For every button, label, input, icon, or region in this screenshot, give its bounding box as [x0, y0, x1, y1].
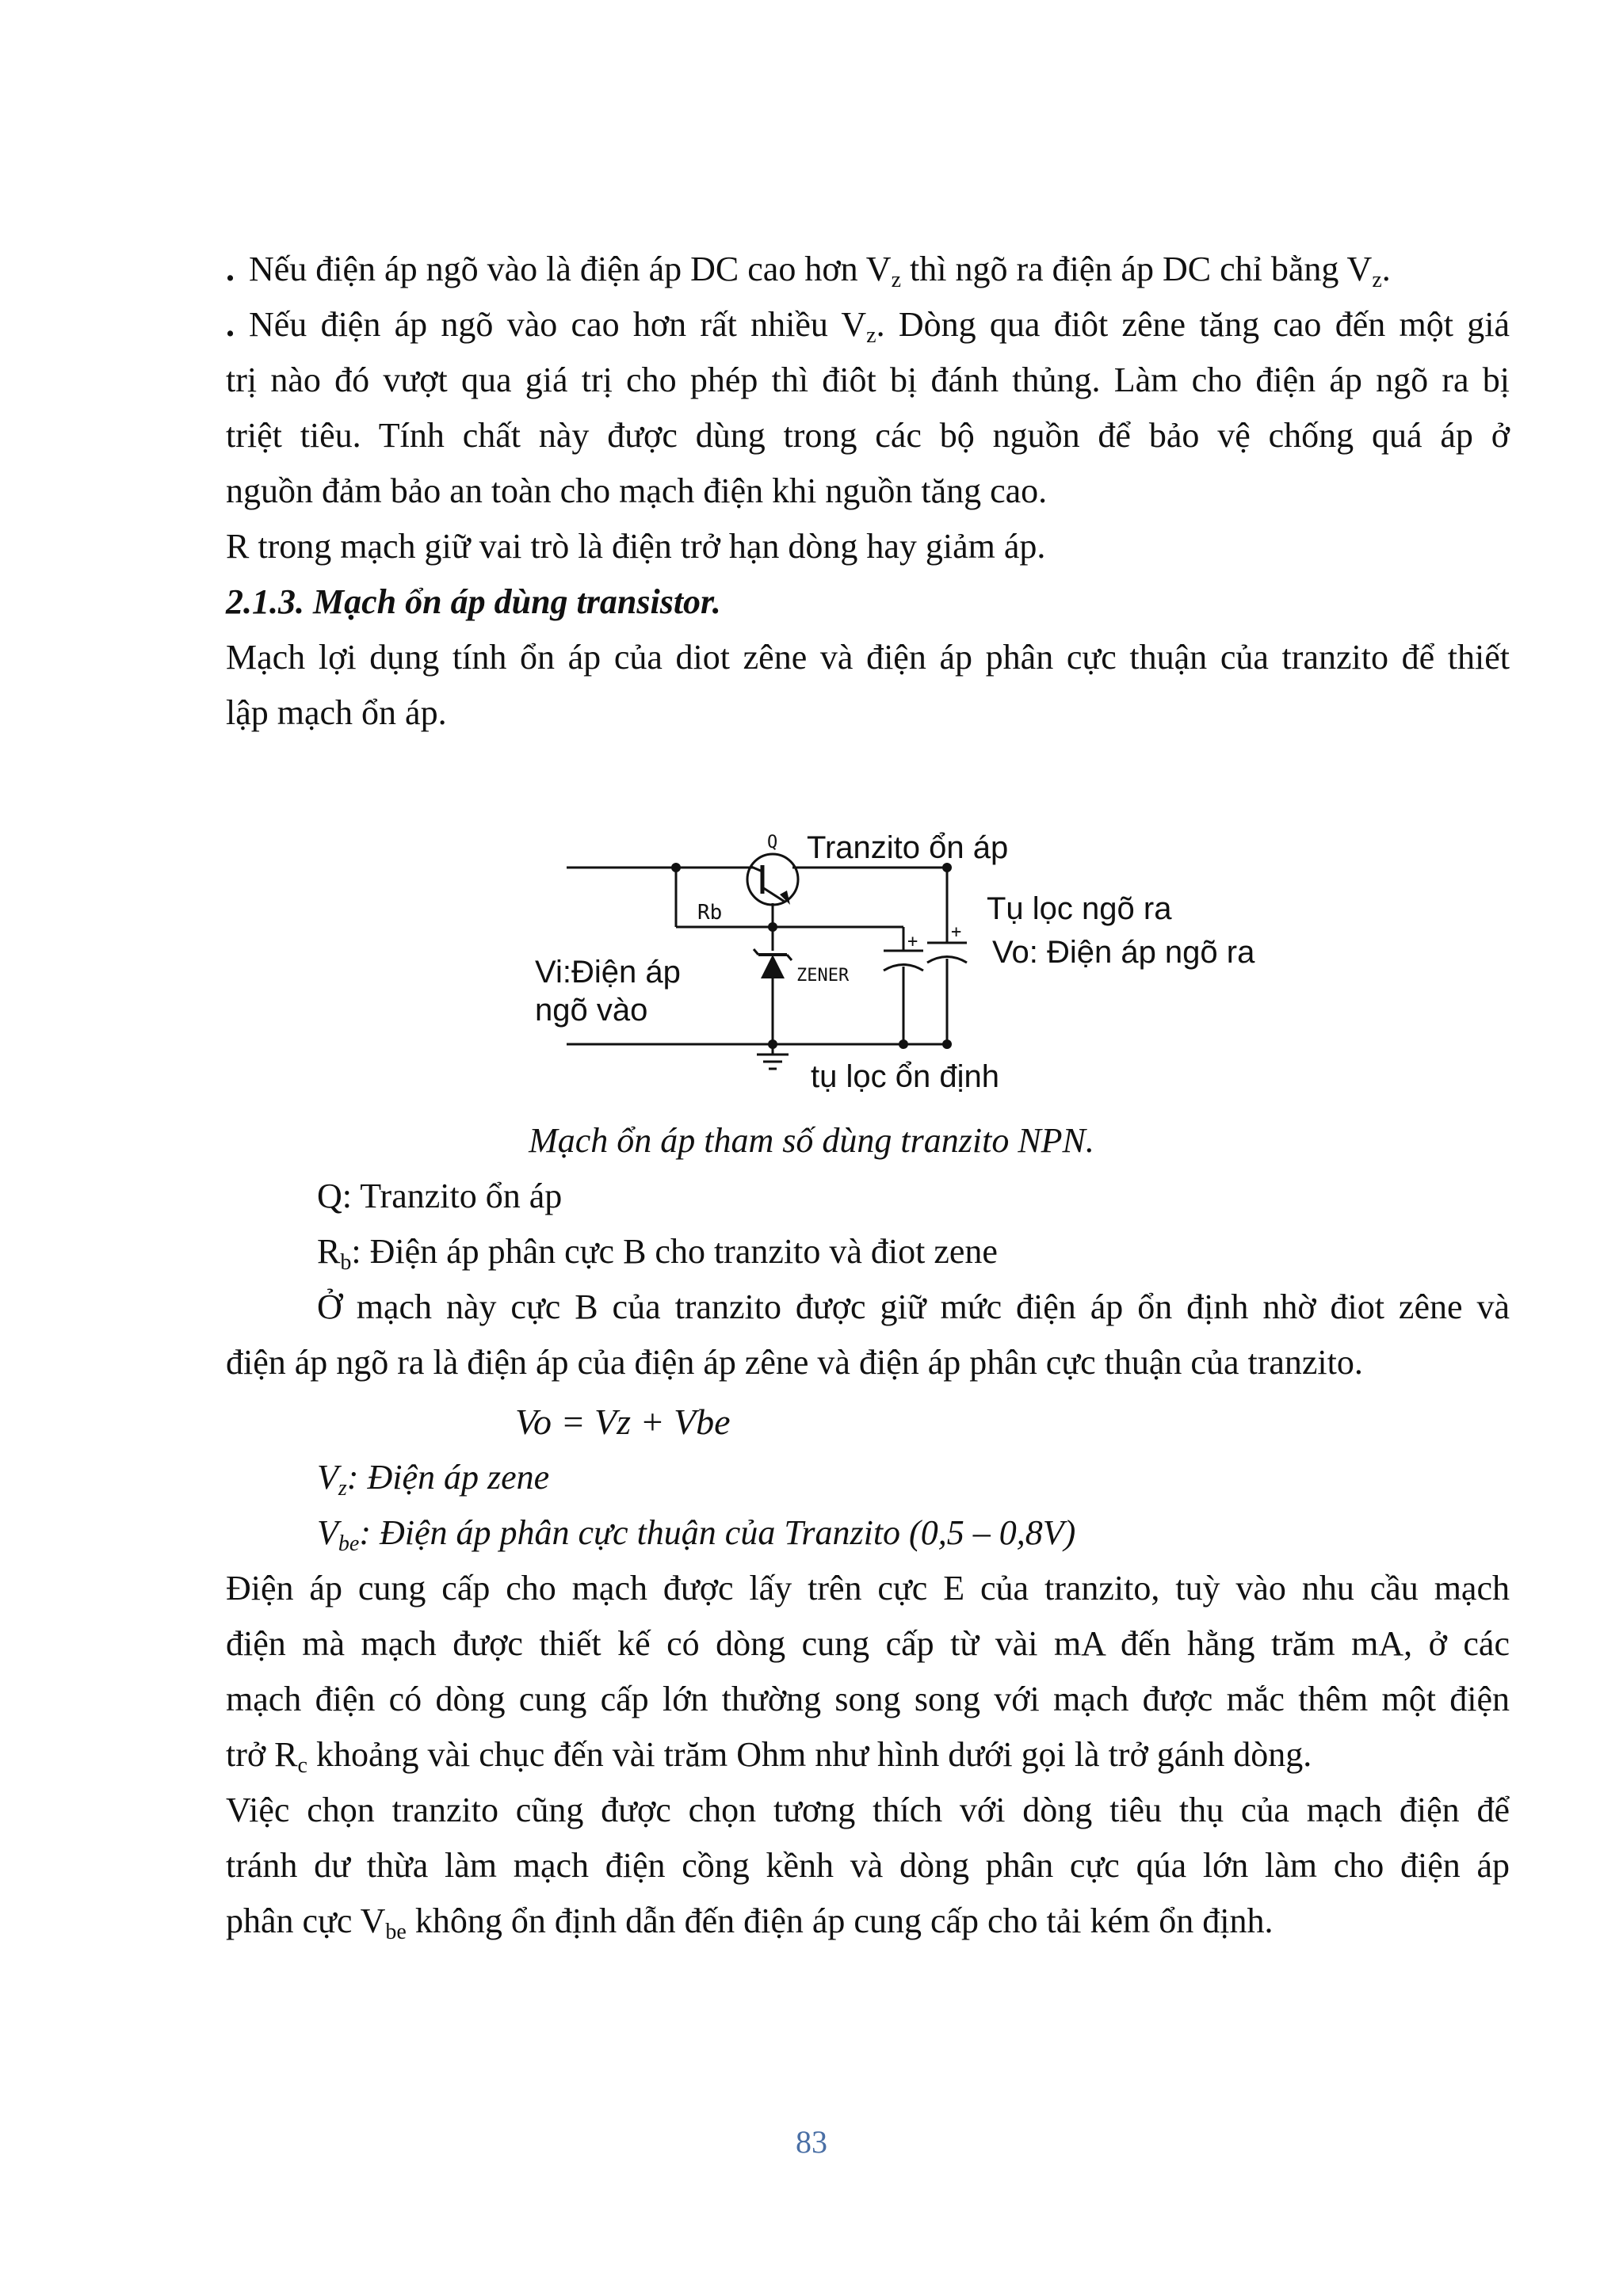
bullet-paragraph-1: . Nếu điện áp ngõ vào là điện áp DC cao hơn $V_z$ thì ngõ ra điện áp DC chỉ bằng $V_z$.	[226, 250, 1391, 292]
paragraph-line: Điện áp cung cấp cho mạch được lấy trên cực E của tranzito, tuỳ vào nhu cầu mạch	[226, 1569, 1510, 1608]
paragraph-line: trị nào đó vượt qua giá trị cho phép thì điôt bị đánh thủng. Làm cho điện áp ngõ ra bị	[226, 360, 1510, 399]
def-vbe: $V_{be}$: Điện áp phân cực thuận của Tranzito (0,5 – 0,8V)	[317, 1513, 1076, 1556]
transistor-q-letter: Q	[767, 833, 778, 852]
paragraph-line: nguồn đảm bảo an toàn cho mạch điện khi nguồn tăng cao.	[226, 471, 1048, 510]
paragraph-line: phân cực $V_{be}$ không ổn định dẫn đến điện áp cung cấp cho tải kém ổn định.	[226, 1901, 1274, 1944]
def-vz: $V_z$: Điện áp zene	[317, 1458, 550, 1501]
zener-label: ZENER	[796, 966, 850, 986]
out-cap-plus: +	[951, 922, 962, 942]
bullet-paragraph-2-line-1: . Nếu điện áp ngõ vào cao hơn rất nhiều $V_z$. Dòng qua điôt zêne tăng cao đến một giá	[226, 305, 1510, 348]
def-q: Q: Tranzito ổn áp	[317, 1177, 563, 1215]
vo-label: Vo: Điện áp ngõ ra	[992, 935, 1255, 970]
vi-label-line-2: ngõ vào	[535, 993, 648, 1028]
paragraph-line: triệt tiêu. Tính chất này được dùng trong các bộ nguồn để bảo vệ chống quá áp ở	[226, 416, 1510, 455]
paragraph-line: lập mạch ổn áp.	[226, 693, 447, 732]
stab-filter-label: tụ lọc ổn định	[811, 1059, 999, 1094]
paragraph-line: điện áp ngõ ra là điện áp của điện áp zêne và điện áp phân cực thuận của tranzito.	[226, 1343, 1363, 1382]
section-heading: 2.1.3. Mạch ổn áp dùng transistor.	[226, 582, 721, 621]
paragraph-line: điện mà mạch được thiết kế có dòng cung cấp từ vài mA đến hằng trăm mA, ở các	[226, 1624, 1510, 1663]
formula: Vo = Vz + Vbe	[515, 1402, 731, 1442]
paragraph-line: trở $R_c$ khoảng vài chục đến vài trăm Ohm như hình dưới gọi là trở gánh dòng.	[226, 1735, 1312, 1778]
paragraph-line: Ở mạch này cực B của tranzito được giữ mức điện áp ổn định nhờ điot zêne và	[317, 1287, 1510, 1326]
def-rb: $R_b$: Điện áp phân cực B cho tranzito và điot zene	[317, 1232, 998, 1275]
paragraph-line: tránh dư thừa làm mạch điện cồng kềnh và dòng phân cực qúa lớn làm cho điện áp	[226, 1846, 1510, 1885]
bullet: .	[226, 305, 235, 344]
vi-label-line-1: Vi:Điện áp	[535, 955, 681, 990]
output-filter-label: Tụ lọc ngõ ra	[987, 891, 1172, 926]
figure-caption: Mạch ổn áp tham số dùng tranzito NPN.	[529, 1121, 1094, 1160]
paragraph-line: Mạch lợi dụng tính ổn áp của diot zêne và điện áp phân cực thuận của tranzito để thiết	[226, 638, 1510, 677]
rb-label: Rb	[697, 901, 723, 925]
paragraph-line: mạch điện có dòng cung cấp lớn thường song song với mạch được mắc thêm một điện	[226, 1680, 1510, 1718]
page-number: 83	[796, 2124, 827, 2160]
transistor-label: Tranzito ổn áp	[807, 830, 1009, 865]
stab-cap-plus: +	[907, 932, 918, 952]
bullet: .	[226, 250, 235, 288]
paragraph-line: R trong mạch giữ vai trò là điện trở hạn dòng hay giảm áp.	[226, 527, 1046, 566]
paragraph-line: Việc chọn tranzito cũng được chọn tương thích với dòng tiêu thụ của mạch điện để	[226, 1791, 1510, 1829]
